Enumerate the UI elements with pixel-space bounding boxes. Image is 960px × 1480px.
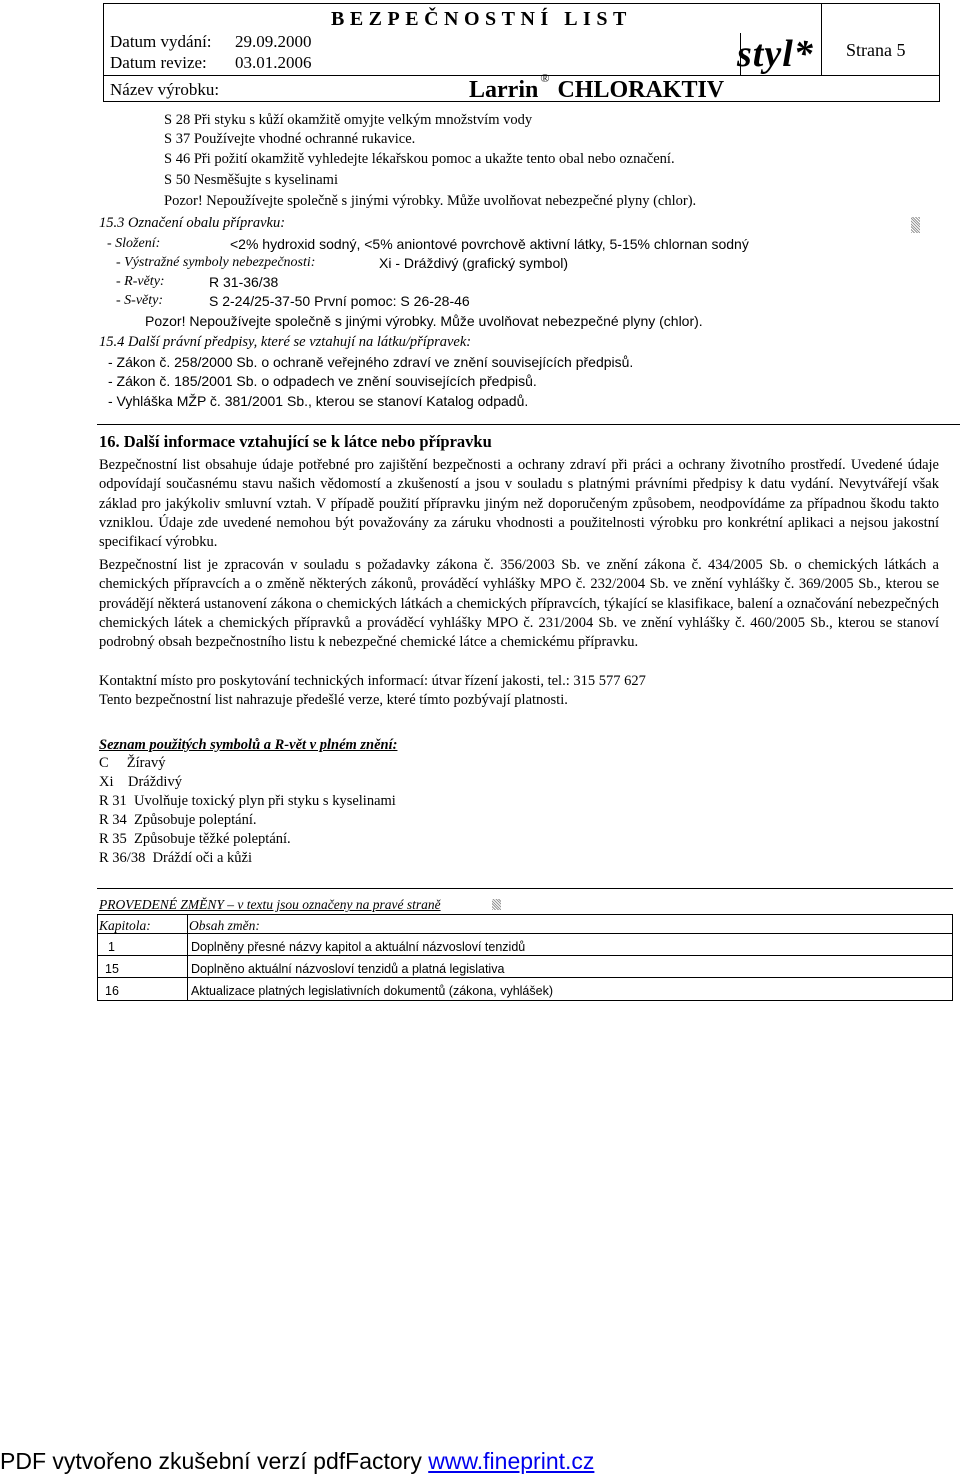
footer-link[interactable]: www.fineprint.cz — [428, 1448, 595, 1474]
r-phrases-label: - R-věty: — [116, 274, 165, 289]
hazard-symbols-label: - Výstražné symboly nebezpečnosti: — [116, 255, 316, 270]
s-phrase: S 37 Používejte vhodné ochranné rukavice. — [164, 131, 416, 147]
s-phrases-value: S 2-24/25-37-50 První pomoc: S 26-28-46 — [209, 293, 470, 309]
page-number: Strana 5 — [846, 40, 906, 60]
composition-label: - Složení: — [107, 236, 161, 251]
table-row — [97, 888, 953, 889]
composition-row — [107, 236, 749, 252]
s-phrases-row — [116, 293, 470, 309]
s-phrases-label: - S-věty: — [116, 293, 164, 308]
legislation-paragraph: Bezpečnostní list je zpracován v souladu s požadavky zákona č. 356/2003 Sb. ve znění zákona č. 434/2005 Sb. o chemických látkách a chemických přípravcích a o změně některých zákonů, prováděcí vyhlášky MPO č. 232/2004 Sb. ve znění vyhlášky č. 369/2005 Sb., kterou se provádějí některá ustanovení zákona o chemických látkách a chemických přípravcích, týkající se klasifikace, balení a označování nebezpečných chemických látek a chemických přípravků a prováděcí vyhlášky MPO č. 231/2004 Sb. ve znění vyhlášky č. 460/2005 Sb., kterou se stanoví podrobný obsah bezpečnostního listu k nebezpečné chemické látce a chemickému přípravku. — [99, 557, 939, 651]
change-content: Doplněno aktuální názvosloví tenzidů a platná legislativa — [191, 962, 505, 976]
r-phrases-value: R 31-36/38 — [209, 274, 279, 290]
s-phrase: S 28 Při styku s kůží okamžitě omyjte velkým množstvím vody — [164, 112, 533, 128]
section-15-3-heading: 15.3 Označení obalu přípravku: — [99, 215, 286, 231]
pdf-footer — [0, 1448, 594, 1475]
footer-text: PDF vytvořeno zkušební verzí pdfFactory — [0, 1448, 429, 1474]
product-name-part2: CHLORAKTIV — [557, 77, 725, 103]
revision-date-row — [110, 53, 312, 73]
s-phrase: S 46 Při požití okamžitě vyhledejte lékařskou pomoc a ukažte tento obal nebo označení. — [164, 151, 675, 167]
regulation-item: - Zákon č. 258/2000 Sb. o ochraně veřejného zdraví ve znění souvisejících předpisů. — [108, 354, 634, 370]
regulation-item: - Zákon č. 185/2001 Sb. o odpadech ve znění souvisejících předpisů. — [108, 373, 537, 389]
registered-mark: ® — [540, 71, 550, 85]
content-column-header: Obsah změn: — [189, 918, 260, 933]
issue-date-row — [110, 32, 312, 52]
product-name-part1: Larrin — [469, 77, 539, 103]
symbol-item: R 34 Způsobuje poleptání. — [99, 812, 257, 828]
contact-info: Kontaktní místo pro poskytování technických informací: útvar řízení jakosti, tel.: 315 577 627 — [99, 673, 646, 689]
table-row — [97, 977, 953, 978]
document-header — [103, 3, 940, 102]
symbol-item: R 36/38 Dráždí oči a kůži — [99, 850, 253, 866]
changes-title — [99, 897, 441, 913]
symbols-list-heading: Seznam použitých symbolů a R-vět v plném znění: — [99, 737, 398, 753]
symbol-item: C Žíravý — [99, 755, 166, 771]
change-chapter: 1 — [108, 940, 115, 954]
styl-logo: styl* — [737, 33, 814, 75]
chapter-column-header: Kapitola: — [99, 918, 151, 933]
product-name — [469, 71, 725, 104]
section-16-heading: 16. Další informace vztahující se k látce nebo přípravku — [99, 432, 492, 451]
section-15-4-heading: 15.4 Další právní předpisy, které se vztahují na látku/přípravek: — [99, 334, 472, 350]
change-marker — [492, 899, 501, 910]
s-phrase: S 50 Nesměšujte s kyselinami — [164, 172, 338, 188]
r-phrases-row — [116, 274, 279, 290]
change-content: Doplněny přesné názvy kapitol a aktuální názvosloví tenzidů — [191, 940, 526, 954]
hazard-symbols-value: Xi - Dráždivý (grafický symbol) — [379, 255, 569, 271]
change-chapter: 16 — [105, 984, 119, 998]
revision-date: 03.01.2006 — [235, 53, 312, 72]
changes-title-text: PROVEDENÉ ZMĚNY – v textu jsou označeny na pravé straně — [99, 897, 441, 912]
revision-date-label: Datum revize: — [110, 53, 207, 72]
warning-text: Pozor! Nepoužívejte společně s jinými výrobky. Může uvolňovat nebezpečné plyny (chlor). — [145, 313, 703, 329]
document-title: BEZPEČNOSTNÍ LIST — [331, 8, 632, 30]
info-paragraph: Bezpečnostní list obsahuje údaje potřebné pro zajištění bezpečnosti a ochrany zdraví při práci a ochrany životního prostředí. Uvedené údaje odpovídají současnému stavu našich vědomostí a zkušeností a jsou v souladu s platnými právními předpisy k datu vydání. Nevytvářejí však základ pro jakýkoliv smluvní vztah. V případě použití přípravku jiným než doporučeným způsobem, neodpovídáme za případnou škodu takto vzniklou. Údaje zde uvedené nemohou být považovány za záruku vhodnosti a použitelnosti výrobku pro konkrétní aplikaci a nejsou jakostní specifikací výrobku. — [99, 457, 939, 551]
change-chapter: 15 — [105, 962, 119, 976]
warning-text: Pozor! Nepoužívejte společně s jinými výrobky. Může uvolňovat nebezpečné plyny (chlor). — [164, 193, 697, 209]
supersede-note: Tento bezpečnostní list nahrazuje předešlé verze, které tímto pozbývají platnosti. — [99, 692, 568, 708]
symbol-item: R 31 Uvolňuje toxický plyn při styku s kyselinami — [99, 793, 396, 809]
table-row — [97, 1000, 953, 1001]
regulation-item: - Vyhláška MŽP č. 381/2001 Sb., kterou se stanoví Katalog odpadů. — [108, 393, 529, 409]
table-row — [97, 914, 953, 915]
changes-table — [97, 888, 953, 1002]
symbol-item: Xi Dráždivý — [99, 774, 182, 790]
composition-value: <2% hydroxid sodný, <5% aniontové povrchově aktivní látky, 5-15% chlornan sodný — [230, 236, 749, 252]
issue-date: 29.09.2000 — [235, 32, 312, 51]
issue-date-label: Datum vydání: — [110, 32, 212, 51]
change-content: Aktualizace platných legislativních dokumentů (zákona, vyhlášek) — [191, 984, 553, 998]
hazard-symbols-row — [116, 255, 569, 271]
change-marker — [911, 217, 920, 233]
symbol-item: R 35 Způsobuje těžké poleptání. — [99, 831, 291, 847]
product-label: Název výrobku: — [110, 80, 220, 99]
section-divider — [97, 424, 960, 425]
table-row — [97, 955, 953, 956]
